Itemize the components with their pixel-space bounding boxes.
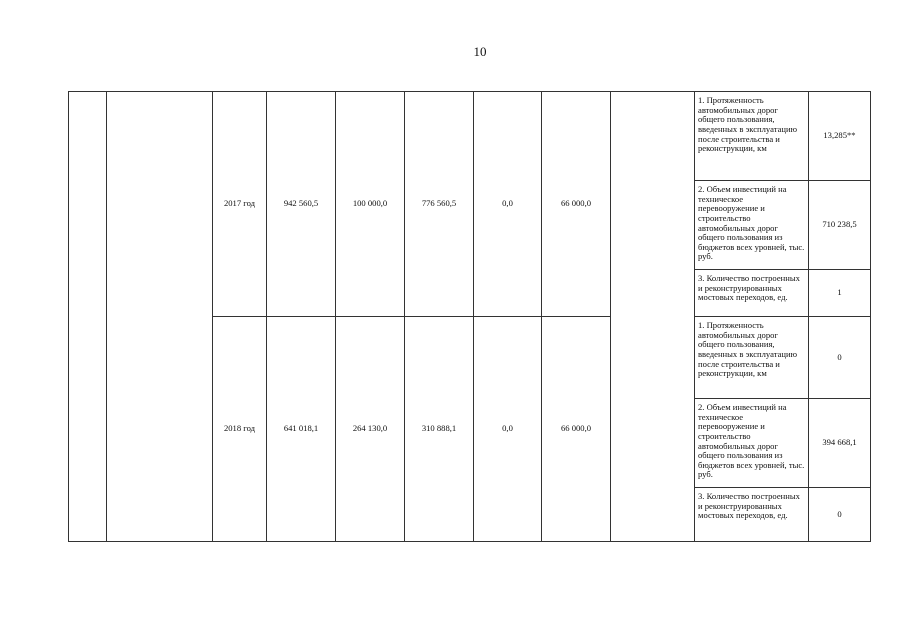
number-cell [69, 92, 107, 542]
table-row [69, 92, 871, 181]
total-cell: 942 560,5 [267, 92, 336, 317]
value-cell: 776 560,5 [405, 92, 474, 317]
measure-name-cell [107, 92, 213, 542]
indicator-value: 1 [809, 270, 871, 317]
page-number: 10 [473, 44, 487, 59]
value-cell: 66 000,0 [542, 92, 611, 317]
value-cell: 0,0 [474, 317, 542, 542]
indicator-label: 2. Объем инвестиций на техническое перевооружение и строительство автомобильных дорог общего пользования из бюджетов всех уровней, тыс. руб. [695, 181, 809, 270]
value-cell: 310 888,1 [405, 317, 474, 542]
indicator-value: 710 238,5 [809, 181, 871, 270]
indicator-value: 0 [809, 317, 871, 399]
indicator-label: 3. Количество построенных и реконструированных мостовых переходов, ед. [695, 270, 809, 317]
indicator-value: 394 668,1 [809, 399, 871, 488]
indicator-label: 2. Объем инвестиций на техническое перевооружение и строительство автомобильных дорог общего пользования из бюджетов всех уровней, тыс. руб. [695, 399, 809, 488]
indicator-label: 1. Протяженность автомобильных дорог общего пользования, введенных в эксплуатацию после строительства и реконструкции, км [695, 92, 809, 181]
indicator-label: 1. Протяженность автомобильных дорог общего пользования, введенных в эксплуатацию после строительства и реконструкции, км [695, 317, 809, 399]
total-cell: 641 018,1 [267, 317, 336, 542]
indicator-value: 13,285** [809, 92, 871, 181]
year-cell: 2018 год [213, 317, 267, 542]
year-cell: 2017 год [213, 92, 267, 317]
value-cell: 100 000,0 [336, 92, 405, 317]
value-cell: 66 000,0 [542, 317, 611, 542]
indicator-value: 0 [809, 488, 871, 542]
indicator-label: 3. Количество построенных и реконструированных мостовых переходов, ед. [695, 488, 809, 542]
value-cell: 0,0 [474, 92, 542, 317]
value-cell: 264 130,0 [336, 317, 405, 542]
executor-cell [611, 92, 695, 542]
program-table [68, 91, 871, 542]
